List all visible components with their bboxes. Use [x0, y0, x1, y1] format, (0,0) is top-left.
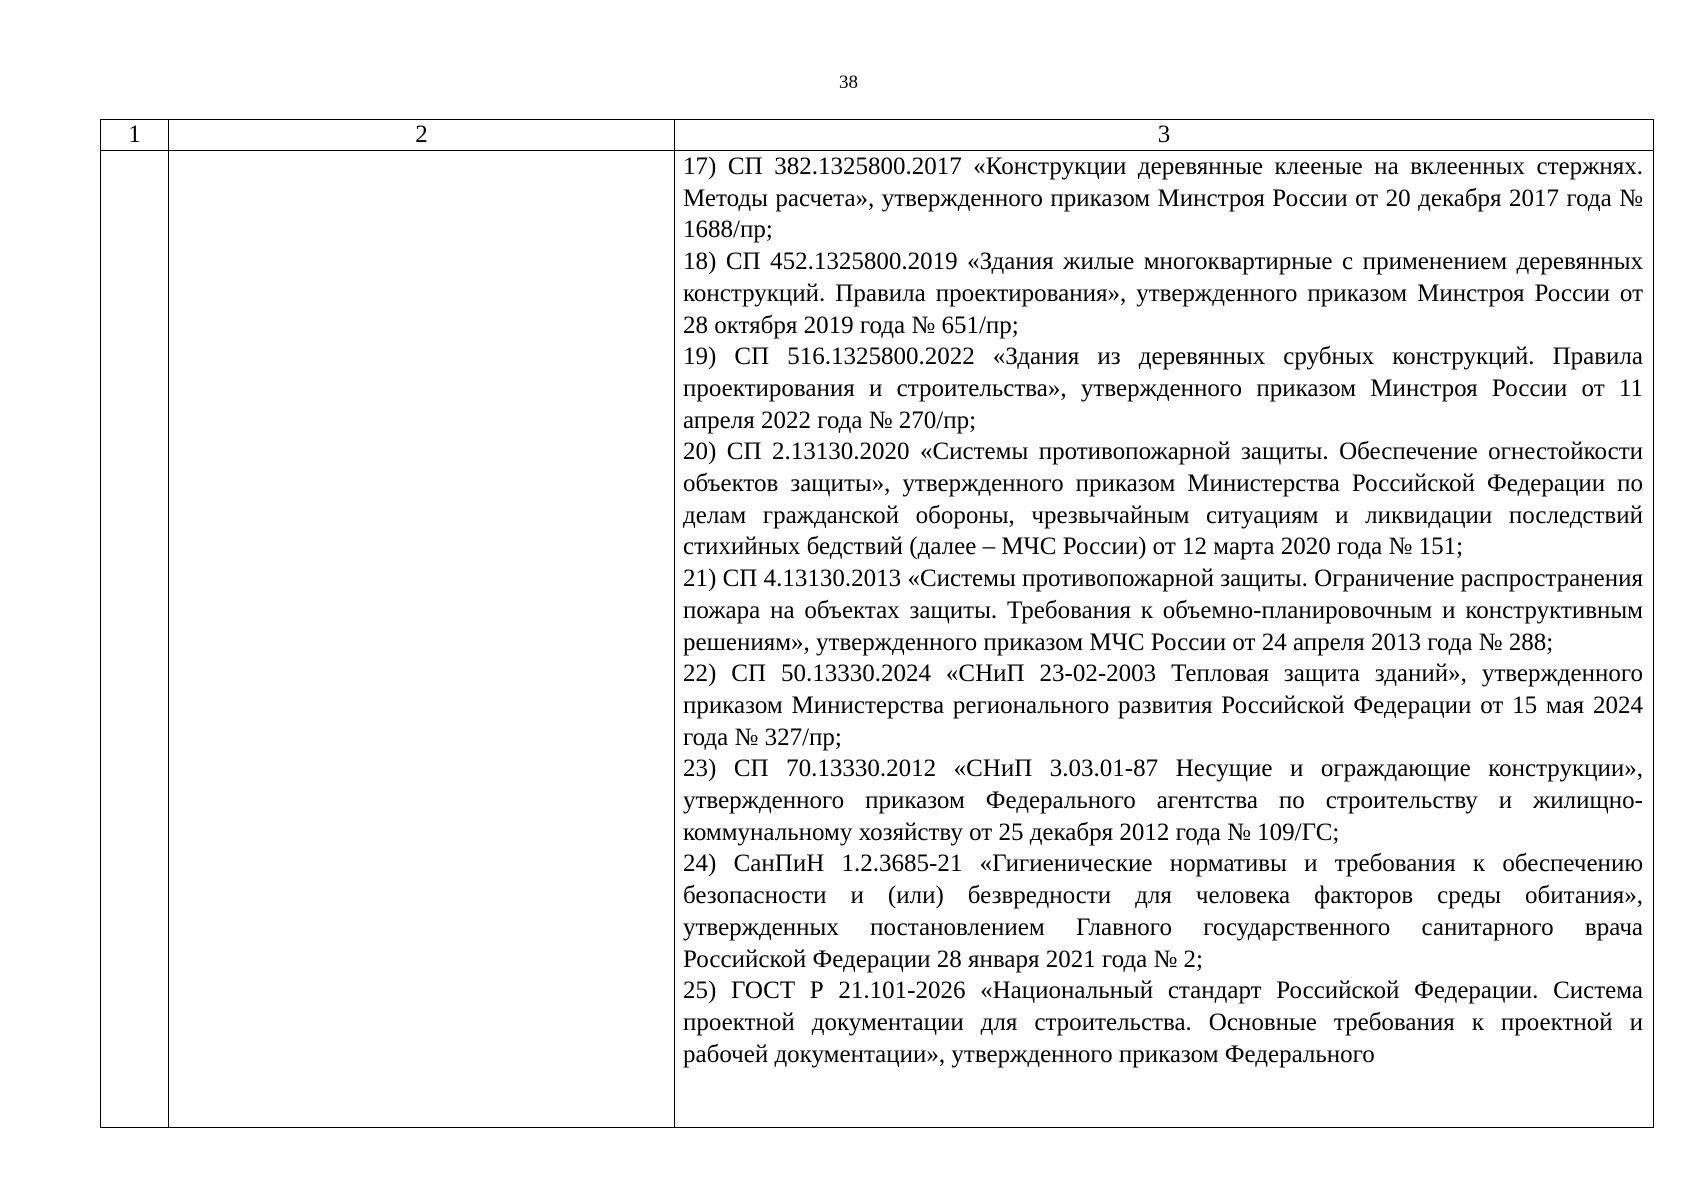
list-item-24: 24) СанПиН 1.2.3685-21 «Гигиенические нормативы и требования к обеспечению безопасности и (или) безвредности для человека факторов среды обитания», утвержденных постановлением Главного государственного санитарного врача Российской Федерации 28 января 2021 года № 2; [683, 850, 1643, 973]
list-item-17: 17) СП 382.1325800.2017 «Конструкции деревянные клееные на вклеенных стержнях. Методы расчета», утвержденного приказом Минстроя России от 20 декабря 2017 года № 1688/пр; [683, 153, 1643, 244]
table-cell-col3 [675, 151, 1654, 1128]
list-item-19: 19) СП 516.1325800.2022 «Здания из деревянных срубных конструкций. Правила проектирования и строительства», утвержденного приказом Минстроя России от 11 апреля 2022 года № 270/пр; [683, 343, 1643, 434]
page-number: 38 [839, 72, 858, 93]
list-item-22: 22) СП 50.13330.2024 «СНиП 23-02-2003 Тепловая защита зданий», утвержденного приказом Министерства регионального развития Российской Федерации от 15 мая 2024 года № 327/пр; [683, 660, 1643, 751]
document-table [100, 119, 1654, 1128]
column-header-3: 3 [675, 120, 1654, 151]
table-cell-col2 [169, 151, 675, 1128]
list-item-21: 21) СП 4.13130.2013 «Системы противопожарной защиты. Ограничение распространения пожара на объектах защиты. Требования к объемно-планировочным и конструктивным решениям», утвержденного приказом МЧС России от 24 апреля 2013 года № 288; [683, 565, 1643, 656]
list-item-20: 20) СП 2.13130.2020 «Системы противопожарной защиты. Обеспечение огнестойкости объектов защиты», утвержденного приказом Министерства Российской Федерации по делам гражданской обороны, чрезвычайным ситуациям и ликвидации последствий стихийных бедствий (далее – МЧС России) от 12 марта 2020 года № 151; [683, 438, 1643, 561]
list-item-25: 25) ГОСТ Р 21.101-2026 «Национальный стандарт Российской Федерации. Система проектной документации для строительства. Основные требования к проектной и рабочей документации», утвержденного приказом Федерального [683, 977, 1643, 1068]
column-header-2: 2 [169, 120, 675, 151]
table-header-row [101, 120, 1654, 151]
table-cell-col1 [101, 151, 169, 1128]
table-row [101, 151, 1654, 1128]
column-header-1: 1 [101, 120, 169, 151]
list-item-18: 18) СП 452.1325800.2019 «Здания жилые многоквартирные с применением деревянных конструкций. Правила проектирования», утвержденного приказом Минстроя России от 28 октября 2019 года № 651/пр; [683, 248, 1643, 339]
list-item-23: 23) СП 70.13330.2012 «СНиП 3.03.01-87 Несущие и ограждающие конструкции», утвержденного приказом Федерального агентства по строительству и жилищно-коммунальному хозяйству от 25 декабря 2012 года № 109/ГС; [683, 755, 1643, 846]
